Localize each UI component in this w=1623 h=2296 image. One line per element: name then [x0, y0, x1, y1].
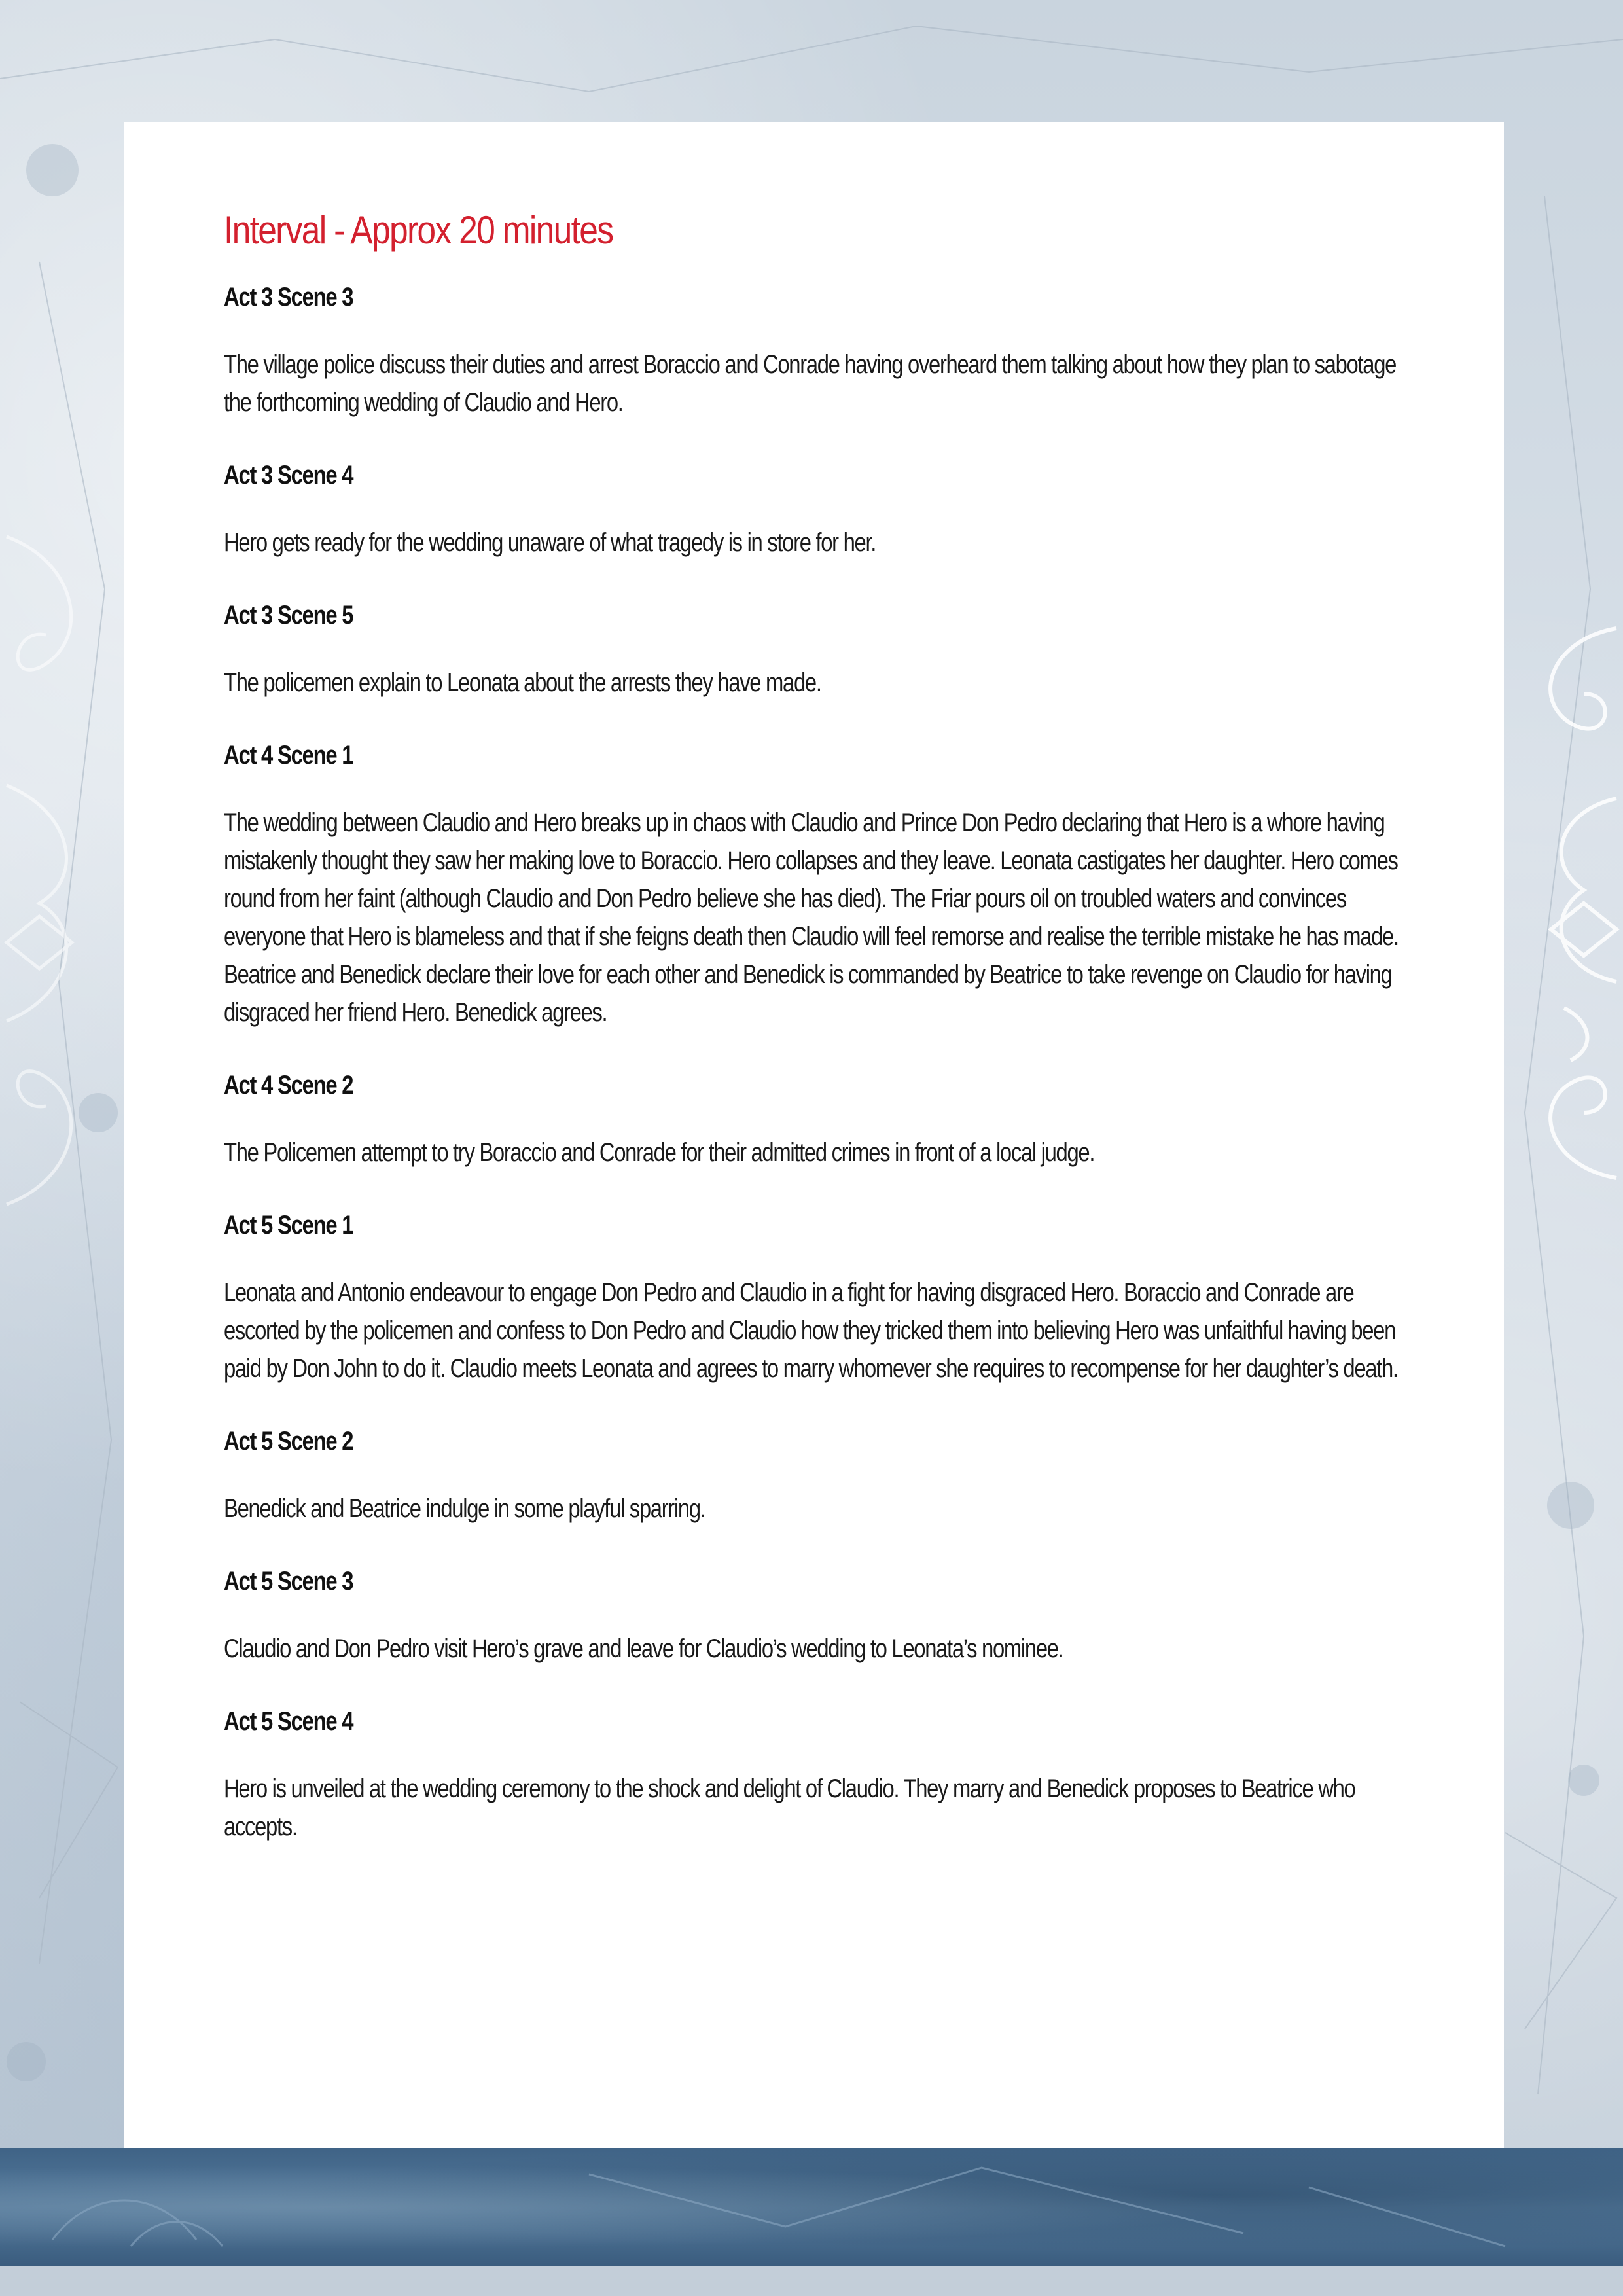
scene-heading: Act 3 Scene 4: [224, 461, 353, 490]
scene-description: The village police discuss their duties and arrest Boraccio and Conrade having overheard them talking about how they plan to sabotage the forthcoming wedding of Claudio and Hero.: [224, 350, 1397, 417]
scene-description: The Policemen attempt to try Boraccio and Conrade for their admitted crimes in front of a local judge.: [224, 1138, 1095, 1167]
scene-act-3-scene-3: [224, 281, 1421, 422]
scene-heading: Act 4 Scene 2: [224, 1071, 353, 1100]
synopsis-content: [224, 207, 1421, 1884]
scene-heading: Act 5 Scene 3: [224, 1567, 353, 1596]
scene-act-5-scene-1: [224, 1210, 1421, 1388]
page-title: Interval - Approx 20 minutes: [224, 208, 613, 252]
scene-act-4-scene-2: [224, 1069, 1421, 1172]
scene-description: The wedding between Claudio and Hero breaks up in chaos with Claudio and Prince Don Pedro declaring that Hero is a whore having mistakenly thought they saw her making love to Boraccio. Hero collapses and they leave. Leonata castigates her daughter. Hero comes round from her faint (although Claudio and Don Pedro believe she has died). The Friar pours oil on troubled waters and convinces everyone that Hero is blameless and that if she feigns death then Claudio will feel remorse and realise the terrible mistake he has made. Beatrice and Benedick declare their love for each other and Benedick is commanded by Beatrice to take revenge on Claudio for having disgraced her friend Hero. Benedick agrees.: [224, 808, 1399, 1027]
scroll-ornament-left: [0, 511, 124, 1230]
scene-heading: Act 5 Scene 4: [224, 1707, 353, 1736]
scene-description: The policemen explain to Leonata about the arrests they have made.: [224, 668, 821, 697]
scene-description: Hero is unveiled at the wedding ceremony to the shock and delight of Claudio. They marry and Benedick proposes to Beatrice who accepts.: [224, 1774, 1355, 1841]
scene-act-5-scene-4: [224, 1706, 1421, 1846]
scene-act-3-scene-4: [224, 459, 1421, 562]
content-panel: [124, 122, 1504, 2148]
footer-strip: [0, 2266, 1623, 2296]
scene-act-4-scene-1: [224, 740, 1421, 1031]
scene-act-3-scene-5: [224, 600, 1421, 702]
scroll-ornament-right: [1505, 615, 1623, 1191]
scene-heading: Act 5 Scene 2: [224, 1427, 353, 1456]
scene-heading: Act 4 Scene 1: [224, 741, 353, 770]
footer-band-ornament: [0, 2148, 1623, 2266]
scene-act-5-scene-3: [224, 1566, 1421, 1668]
scene-act-5-scene-2: [224, 1426, 1421, 1528]
scene-heading: Act 3 Scene 3: [224, 283, 353, 312]
scene-description: Leonata and Antonio endeavour to engage Don Pedro and Claudio in a fight for having disgraced Hero. Boraccio and Conrade are escorted by the policemen and confess to Don Pedro and Claudio how they tricked them into believing Hero was unfaithful having been paid by Don John to do it. Claudio meets Leonata and agrees to marry whomever she requires to recompense for her daughter’s death.: [224, 1278, 1398, 1383]
scene-description: Claudio and Don Pedro visit Hero’s grave and leave for Claudio’s wedding to Leonata’s nominee.: [224, 1634, 1063, 1663]
scene-heading: Act 5 Scene 1: [224, 1211, 353, 1240]
scene-heading: Act 3 Scene 5: [224, 601, 353, 630]
footer-band: [0, 2148, 1623, 2266]
scene-description: Hero gets ready for the wedding unaware of what tragedy is in store for her.: [224, 528, 876, 557]
scene-description: Benedick and Beatrice indulge in some playful sparring.: [224, 1494, 705, 1523]
